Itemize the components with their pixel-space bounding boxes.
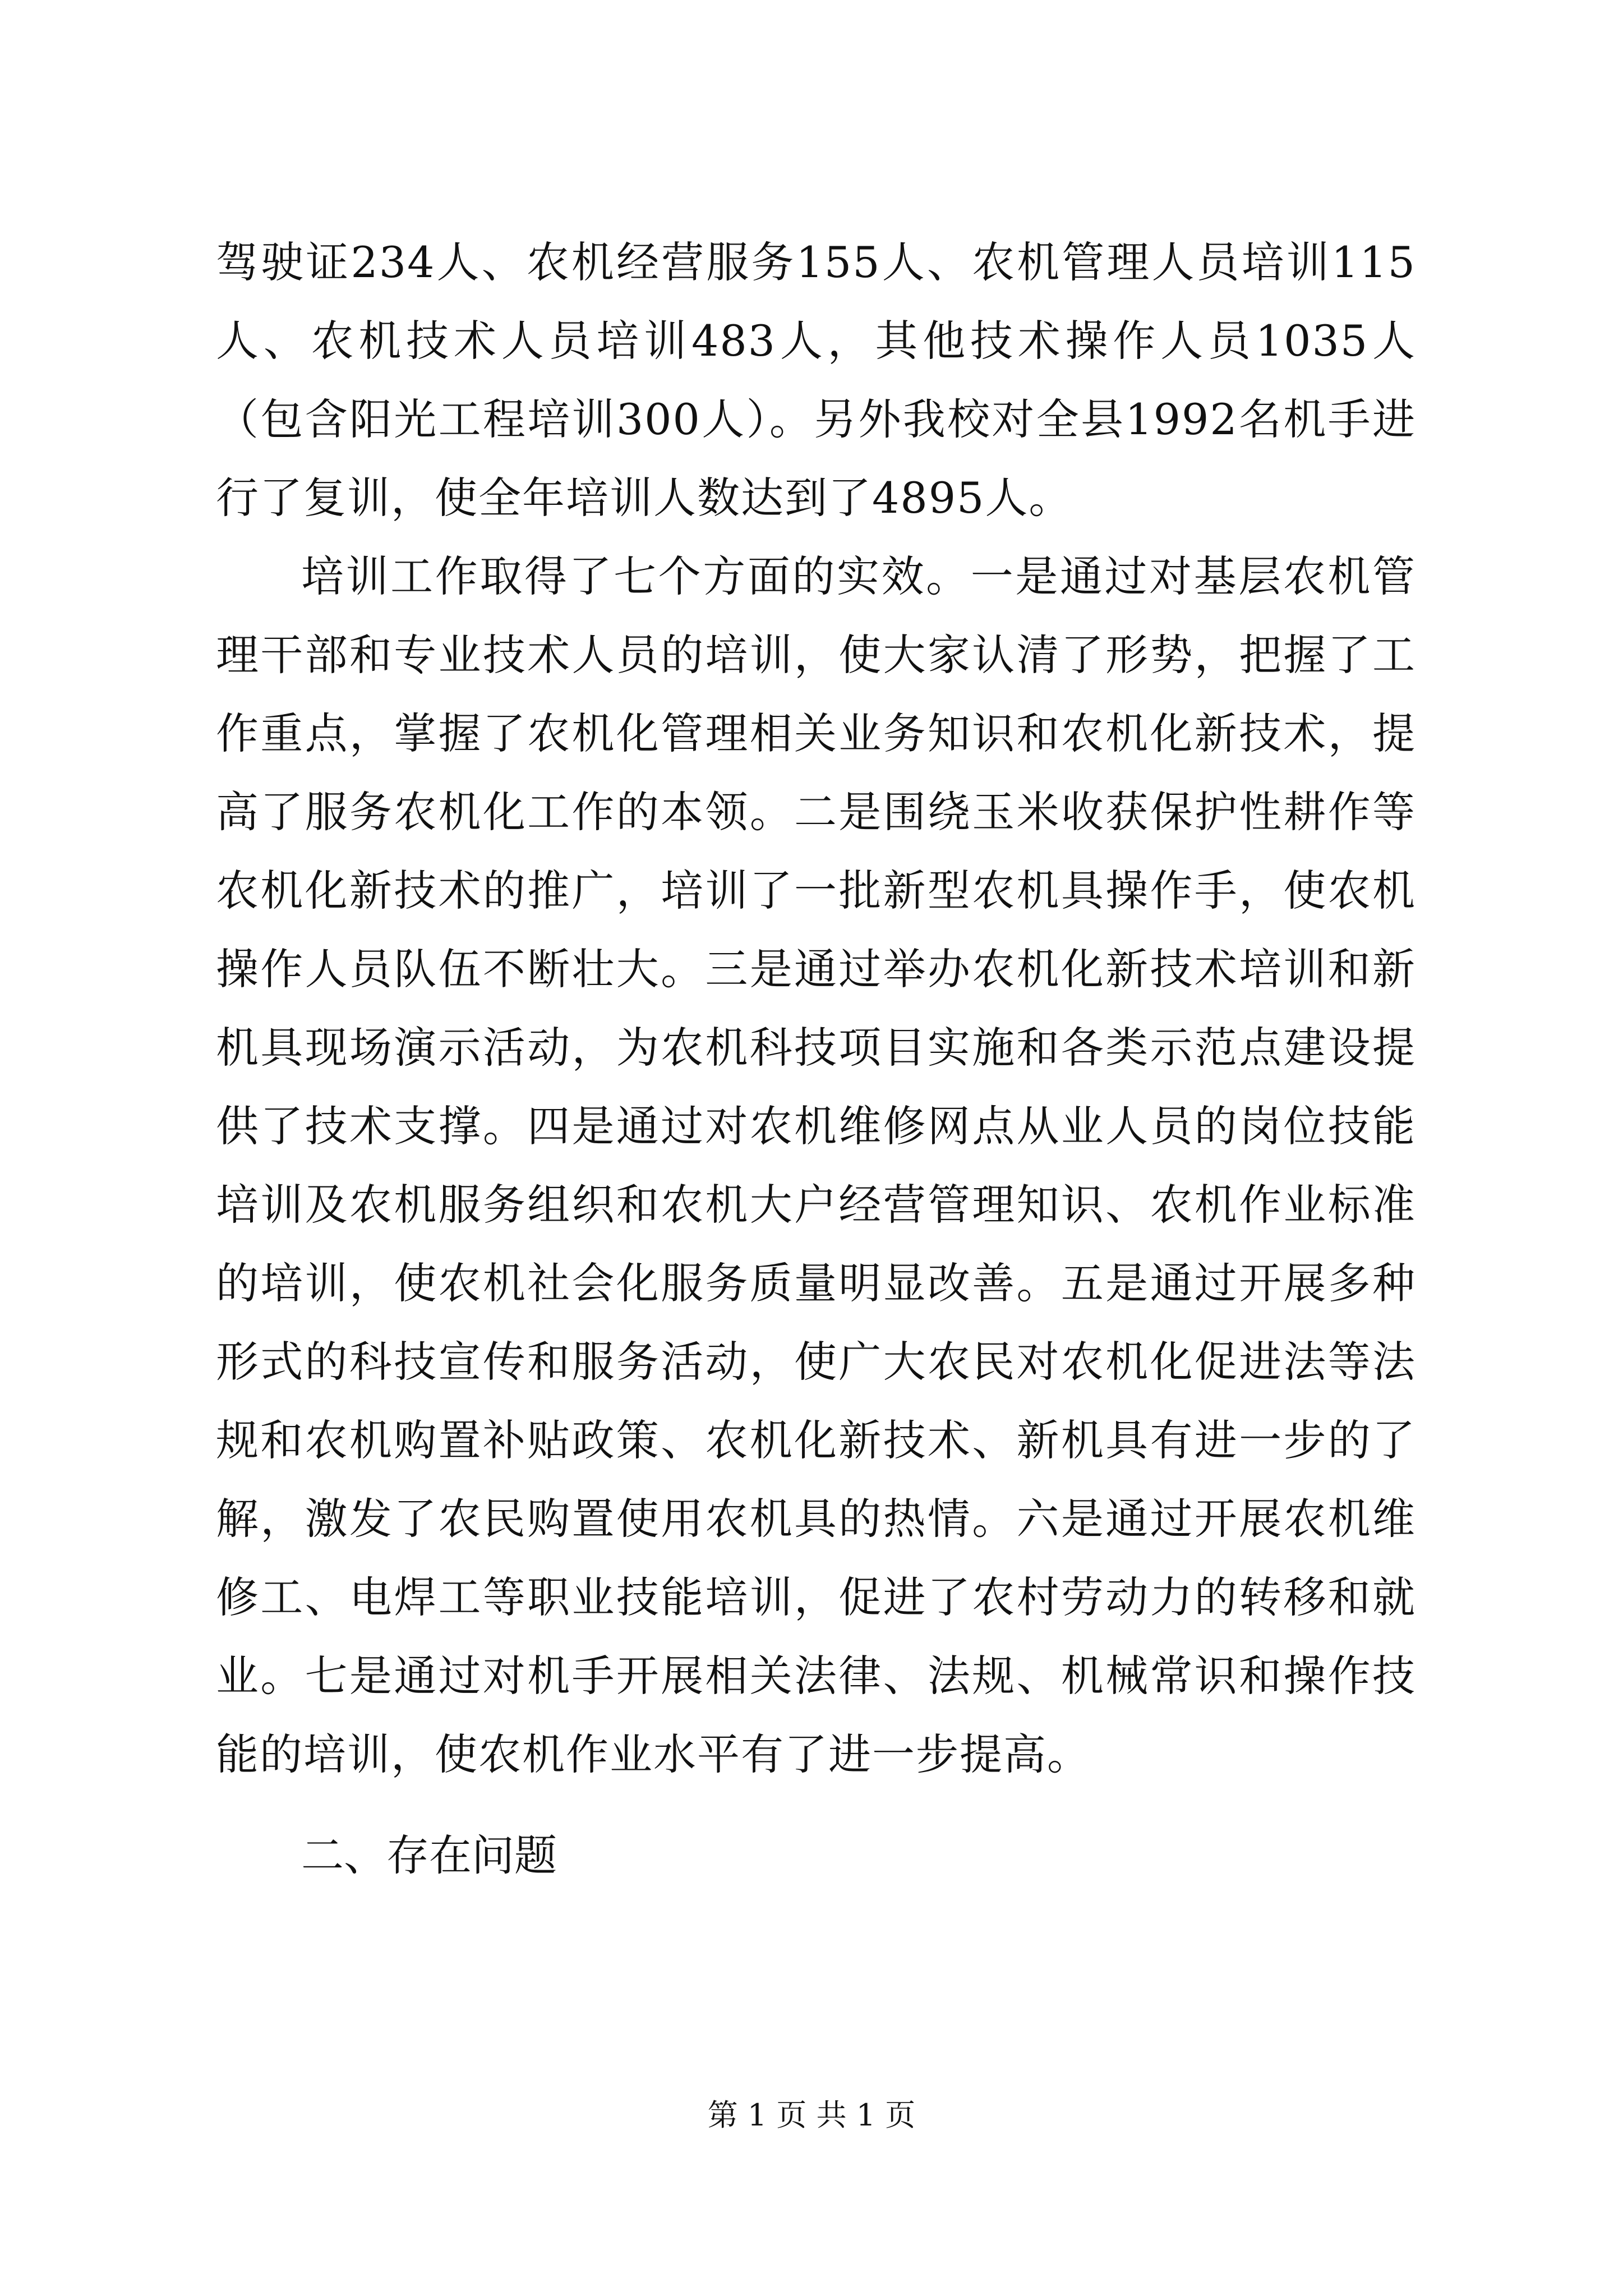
section-heading: 二、存在问题: [301, 1830, 557, 1880]
paragraph-training-results: 培训工作取得了七个方面的实效。一是通过对基层农机管理干部和专业技术人员的培训，使大家认清了形势，把握了工作重点，掌握了农机化管理相关业务知识和农机化新技术，提高了服务农机化工作的本领。二是围绕玉米收获保护性耕作等农机化新技术的推广，培训了一批新型农机具操作手，使农机操作人员队伍不断壮大。三是通过举办农机化新技术培训和新机具现场演示活动，为农机科技项目实施和各类示范点建设提供了技术支撑。四是通过对农机维修网点从业人员的岗位技能培训及农机服务组织和农机大户经营管理知识、农机作业标准的培训，使农机社会化服务质量明显改善。五是通过开展多种形式的科技宣传和服务活动，使广大农民对农机化促进法等法规和农机购置补贴政策、农机化新技术、新机具有进一步的了解，激发了农民购置使用农机具的热情。六是通过开展农机维修工、电焊工等职业技能培训，促进了农村劳动力的转移和就业。七是通过对机手开展相关法律、法规、机械常识和操作技能的培训，使农机作业水平有了进一步提高。: [216, 551, 1416, 1779]
paragraph-continuation: 驾驶证234人、农机经营服务155人、农机管理人员培训115人、农机技术人员培训483人，其他技术操作人员1035人（包含阳光工程培训300人）。另外我校对全县1992名机手进行了复训，使全年培训人数达到了4895人。: [216, 237, 1416, 523]
document-body: [216, 223, 1416, 1895]
page-footer: 第 1 页 共 1 页: [707, 2097, 916, 2133]
